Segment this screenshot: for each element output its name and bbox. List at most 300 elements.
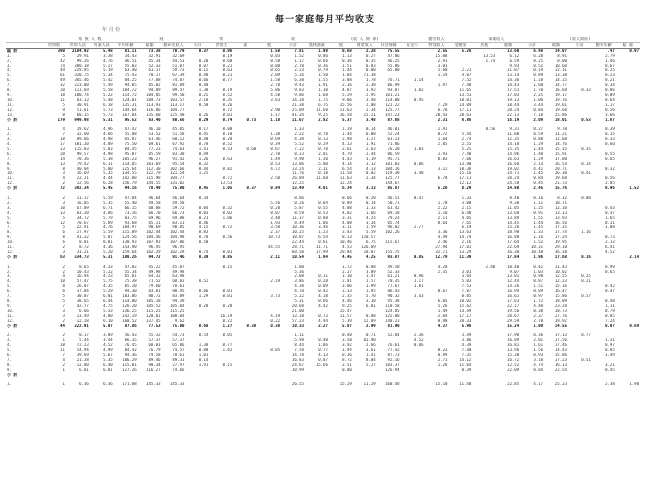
table-cell: 21.38 bbox=[76, 357, 89, 362]
row-label: 3. bbox=[7, 274, 12, 279]
table-cell: 17.56 bbox=[554, 338, 567, 343]
table-cell: 1.38 bbox=[270, 132, 281, 137]
table-cell: 3.48 bbox=[270, 215, 281, 220]
table-cell: 52.33 bbox=[148, 63, 161, 68]
table-cell: 4.98 bbox=[103, 151, 113, 156]
table-cell: 0.84 bbox=[533, 107, 544, 112]
table-cell: 7.52 bbox=[461, 78, 472, 83]
table-cell: 0.66 bbox=[198, 78, 209, 83]
table-cell: 11.76 bbox=[291, 171, 304, 176]
table-cell: 110.58 bbox=[385, 303, 400, 308]
table-cell: 1.68 bbox=[318, 92, 328, 97]
header-sub-cell: 勤労年齢 bbox=[592, 42, 616, 48]
table-cell: 0.42 bbox=[533, 264, 544, 269]
table-cell: 222.91 bbox=[74, 323, 89, 328]
table-cell: 1.29 bbox=[533, 142, 544, 147]
table-cell: 13.93 bbox=[554, 215, 567, 220]
table-cell: 3.21 bbox=[605, 362, 615, 367]
table-cell: 54.94 bbox=[76, 348, 89, 353]
table-cell: 30.07 bbox=[76, 294, 89, 299]
table-cell: 2.01 bbox=[533, 338, 544, 343]
table-cell: 0.34 bbox=[198, 195, 209, 200]
header-sub-cell: 社会保障 bbox=[377, 42, 401, 48]
table-cell: 0.20 bbox=[270, 205, 281, 210]
table-cell: 95.54 bbox=[172, 161, 185, 166]
table-cell: 10.40 bbox=[507, 264, 520, 269]
table-cell: 0.03 bbox=[198, 210, 209, 215]
table-cell: 86.99 bbox=[387, 83, 400, 88]
table-cell: 0.95 bbox=[413, 97, 424, 102]
table-cell: 1.59 bbox=[366, 225, 376, 230]
table-cell: 1.44 bbox=[533, 146, 544, 151]
table-cell: 0.87 bbox=[533, 279, 544, 284]
table-cell: 1.45 bbox=[533, 171, 544, 176]
table-cell: 101.69 bbox=[146, 161, 161, 166]
table-cell: 13.51 bbox=[459, 92, 472, 97]
table-cell: 6.78 bbox=[437, 176, 448, 181]
table-cell: 32.91 bbox=[148, 53, 161, 58]
table-cell: 1.38 bbox=[198, 88, 209, 93]
table-cell: 2.38 bbox=[605, 382, 615, 387]
table-cell: 10.60 bbox=[554, 63, 567, 68]
table-cell: 14.12 bbox=[459, 357, 472, 362]
table-cell: 0.36 bbox=[533, 333, 544, 338]
table-cell: 0.07 bbox=[605, 323, 615, 328]
row-label: 2. bbox=[7, 132, 12, 137]
table-cell: 5.03 bbox=[461, 279, 472, 284]
table-cell: 3.10 bbox=[533, 357, 544, 362]
table-cell: 104.98 bbox=[169, 235, 185, 240]
table-cell: 0.38 bbox=[246, 323, 257, 328]
table-cell: 4 bbox=[62, 127, 65, 132]
table-cell: 1.49 bbox=[437, 308, 448, 313]
table-cell: 6.38 bbox=[294, 78, 304, 83]
table-cell: 4.33 bbox=[103, 264, 113, 269]
table-cell: 73.38 bbox=[148, 48, 161, 53]
table-cell: 4.42 bbox=[318, 303, 328, 308]
table-cell: 0.54 bbox=[198, 333, 209, 338]
table-cell: 0.10 bbox=[222, 132, 233, 137]
table-cell: 15.86 bbox=[554, 352, 567, 357]
table-cell: 6.01 bbox=[103, 294, 113, 299]
table-cell: 30.91 bbox=[76, 102, 89, 107]
table-cell: 1.31 bbox=[605, 338, 615, 343]
table-cell: 0.06 bbox=[318, 53, 328, 58]
table-cell: .47 bbox=[607, 48, 615, 53]
table-cell: 6.71 bbox=[103, 205, 113, 210]
table-cell: 1.97 bbox=[437, 83, 448, 88]
table-cell: 115.83 bbox=[74, 146, 89, 151]
row-label: 12. bbox=[7, 107, 15, 112]
table-cell: 0.02 bbox=[366, 171, 376, 176]
table-cell: 0.53 bbox=[318, 210, 328, 215]
table-cell: 14.43 bbox=[554, 348, 567, 353]
table-cell: 2.11 bbox=[270, 254, 281, 259]
table-cell: 6 bbox=[62, 240, 65, 245]
table-cell: 2.16 bbox=[342, 83, 352, 88]
table-cell: 5.26 bbox=[294, 73, 304, 78]
table-cell: 8 bbox=[62, 284, 65, 289]
table-cell: 15.26 bbox=[507, 225, 520, 230]
table-cell: 0.22 bbox=[222, 318, 233, 323]
table-cell: 20.68 bbox=[291, 303, 304, 308]
header-sub-cell: 受贈金 bbox=[448, 42, 472, 48]
table-cell: 94.05 bbox=[124, 83, 137, 88]
row-label: 9. bbox=[7, 303, 12, 308]
table-cell: 5.38 bbox=[103, 156, 113, 161]
table-cell: 5.35 bbox=[103, 171, 113, 176]
table-cell: 8.44 bbox=[294, 343, 304, 348]
table-cell: 22.09 bbox=[507, 367, 520, 372]
table-cell: 0.26 bbox=[222, 102, 233, 107]
table-cell: 0.63 bbox=[222, 68, 233, 73]
table-cell: 6.01 bbox=[366, 303, 376, 308]
table-cell: 19.68 bbox=[554, 176, 567, 181]
header-sub-cell: 有業人員 bbox=[90, 42, 114, 48]
table-cell: 64.32 bbox=[148, 274, 161, 279]
row-label: 小 計 bbox=[7, 254, 18, 259]
table-cell: 2.98 bbox=[342, 137, 352, 142]
table-cell: 3.94 bbox=[342, 348, 352, 353]
table-cell: 16.69 bbox=[76, 171, 89, 176]
table-cell: 15.62 bbox=[459, 303, 472, 308]
row-label: 4. bbox=[7, 68, 12, 73]
table-cell: 1.95 bbox=[366, 289, 376, 294]
table-cell: 0.85 bbox=[413, 254, 424, 259]
table-cell: 0.66 bbox=[318, 58, 328, 63]
table-cell: 3.44 bbox=[533, 102, 544, 107]
table-cell: 5.29 bbox=[342, 92, 352, 97]
header-sub-cell: 総額 bbox=[544, 42, 568, 48]
table-cell: 6.11 bbox=[103, 161, 113, 166]
header-group-2a: 経 bbox=[138, 37, 186, 42]
table-cell: 1.08 bbox=[605, 225, 615, 230]
table-cell: 131.02 bbox=[169, 181, 185, 186]
table-cell: 104.85 bbox=[146, 92, 161, 97]
table-cell: 6.54 bbox=[318, 235, 328, 240]
table-cell: 90.85 bbox=[172, 225, 185, 230]
table-cell: 14.96 bbox=[507, 151, 520, 156]
table-cell: 0.32 bbox=[198, 161, 209, 166]
table-cell: 0.55 bbox=[318, 205, 328, 210]
table-cell: 0.40 bbox=[198, 137, 209, 142]
table-cell: 3.63 bbox=[270, 97, 281, 102]
table-cell: 17 bbox=[60, 142, 65, 147]
table-cell: 16.94 bbox=[76, 274, 89, 279]
table-cell: 77.23 bbox=[148, 146, 161, 151]
table-cell: 14.07 bbox=[554, 48, 567, 53]
table-cell: 3.01 bbox=[461, 269, 472, 274]
table-cell: 126.20 bbox=[122, 303, 137, 308]
table-cell: 0.73 bbox=[605, 235, 615, 240]
table-cell: 17.11 bbox=[459, 176, 472, 181]
table-cell: 0.36 bbox=[318, 63, 328, 68]
table-cell: 0.32 bbox=[605, 166, 615, 171]
table-cell: 5.22 bbox=[294, 294, 304, 299]
table-cell: 12.89 bbox=[363, 318, 376, 323]
row-label: 11. bbox=[7, 245, 15, 250]
table-cell: 1.11 bbox=[605, 303, 615, 308]
table-cell: 0.66 bbox=[318, 298, 328, 303]
table-cell: 66.15 bbox=[124, 205, 137, 210]
table-cell: 55.03 bbox=[124, 63, 137, 68]
row-label: 8. bbox=[7, 298, 12, 303]
table-cell: 385.46 bbox=[74, 78, 89, 83]
table-cell: 1.05 bbox=[222, 186, 233, 191]
table-cell: 3.31 bbox=[342, 215, 352, 220]
table-cell: 11.64 bbox=[459, 362, 472, 367]
table-cell: 104.77 bbox=[169, 176, 185, 181]
table-cell: 70.67 bbox=[76, 220, 89, 225]
row-label: 3. bbox=[7, 137, 12, 142]
table-cell: 6.10 bbox=[103, 318, 113, 323]
row-label: 7. bbox=[7, 357, 12, 362]
table-cell: 0.53 bbox=[270, 161, 281, 166]
table-cell: 0.42 bbox=[605, 284, 615, 289]
table-cell: 17.68 bbox=[554, 254, 567, 259]
table-cell: 19.13 bbox=[507, 97, 520, 102]
row-label: 12. bbox=[7, 181, 15, 186]
table-cell: 18.07 bbox=[363, 249, 376, 254]
table-cell: 4.25 bbox=[366, 254, 376, 259]
table-cell: 13.01 bbox=[507, 274, 520, 279]
table-cell: 0.78 bbox=[198, 235, 209, 240]
table-cell: 2 bbox=[62, 362, 65, 367]
table-cell: 0.48 bbox=[605, 298, 615, 303]
table-cell: 46.01 bbox=[387, 127, 400, 132]
header-sub-cell: 総額 bbox=[138, 42, 162, 48]
table-cell: 1.70 bbox=[533, 88, 544, 93]
table-cell: 71.38 bbox=[363, 73, 376, 78]
table-cell: 27.97 bbox=[172, 362, 185, 367]
table-cell: 0.58 bbox=[270, 58, 281, 63]
table-cell: 32.69 bbox=[172, 53, 185, 58]
table-cell: 2.66 bbox=[366, 343, 376, 348]
table-cell: 31.21 bbox=[76, 249, 89, 254]
table-cell: 16.30 bbox=[554, 171, 567, 176]
table-cell: 0.61 bbox=[318, 240, 328, 245]
table-cell: 0.15 bbox=[222, 264, 233, 269]
table-cell: 14 bbox=[60, 156, 65, 161]
table-cell: 0.79 bbox=[318, 68, 328, 73]
row-label: 9. bbox=[7, 367, 12, 372]
table-cell: 12.28 bbox=[76, 318, 89, 323]
row-label: 11. bbox=[7, 176, 15, 181]
table-cell: 18.09 bbox=[554, 298, 567, 303]
table-cell: 102.26 bbox=[385, 230, 400, 235]
table-cell: 2.38 bbox=[366, 83, 376, 88]
table-cell: 74.66 bbox=[172, 367, 185, 372]
table-cell: 80.56 bbox=[172, 117, 185, 122]
table-cell: 93.68 bbox=[124, 220, 137, 225]
table-cell: 47.42 bbox=[124, 127, 137, 132]
table-cell: 9.86 bbox=[294, 92, 304, 97]
table-cell: 3 bbox=[62, 308, 65, 313]
table-cell: 49.98 bbox=[148, 269, 161, 274]
table-cell: 1.28 bbox=[437, 362, 448, 367]
table-cell: 0.47 bbox=[413, 195, 424, 200]
table-cell: 6.12 bbox=[509, 53, 520, 58]
table-cell: 1.94 bbox=[318, 254, 328, 259]
table-cell: 0.37 bbox=[246, 186, 257, 191]
table-cell: 0.83 bbox=[198, 230, 209, 235]
table-cell: 115.67 bbox=[385, 240, 400, 245]
table-cell: 65.81 bbox=[124, 274, 137, 279]
table-cell: 6.78 bbox=[437, 107, 448, 112]
table-cell: 5.75 bbox=[103, 279, 113, 284]
table-cell: 2 bbox=[62, 195, 65, 200]
table-cell: 1.86 bbox=[318, 343, 328, 348]
table-cell: 4.52 bbox=[413, 338, 424, 343]
table-cell: 46.51 bbox=[387, 195, 400, 200]
table-cell: 4.37 bbox=[437, 323, 448, 328]
table-cell: 142.19 bbox=[122, 313, 137, 318]
table-cell: 1.30 bbox=[318, 156, 328, 161]
table-cell: 0.99 bbox=[605, 264, 615, 269]
table-cell: 5 bbox=[62, 298, 65, 303]
row-label: 6. bbox=[7, 151, 12, 156]
table-cell: 10.43 bbox=[76, 269, 89, 274]
table-cell: 0.29 bbox=[198, 117, 209, 122]
table-cell: 4.43 bbox=[342, 156, 352, 161]
table-cell: 160.48 bbox=[385, 382, 400, 387]
table-cell: 2.08 bbox=[294, 274, 304, 279]
table-cell: 0.84 bbox=[533, 176, 544, 181]
table-cell: 85.20 bbox=[124, 284, 137, 289]
table-cell: 22.91 bbox=[76, 225, 89, 230]
table-cell: 29.84 bbox=[339, 249, 352, 254]
table-cell: 3.12 bbox=[366, 161, 376, 166]
table-cell: 23.28 bbox=[554, 303, 567, 308]
table-cell: 44.53 bbox=[172, 58, 185, 63]
table-cell: 81.11 bbox=[124, 48, 137, 53]
table-cell: 0.38 bbox=[270, 323, 281, 328]
table-cell: 0.33 bbox=[581, 88, 591, 93]
table-cell: 2 bbox=[62, 269, 65, 274]
table-cell: 1 bbox=[62, 367, 65, 372]
table-cell: 4.89 bbox=[103, 142, 113, 147]
table-cell: 0.66 bbox=[342, 195, 352, 200]
table-cell: 1.96 bbox=[533, 254, 544, 259]
table-cell: 10 bbox=[60, 205, 65, 210]
table-cell: 75.38 bbox=[124, 279, 137, 284]
table-cell: 1.19 bbox=[437, 73, 448, 78]
table-cell: 0.27 bbox=[533, 127, 544, 132]
table-cell: 1.91 bbox=[318, 83, 328, 88]
row-label: 13. bbox=[7, 112, 15, 117]
table-cell: 0.63 bbox=[222, 156, 233, 161]
table-cell: 1.33 bbox=[294, 127, 304, 132]
header-group-2c: 収 bbox=[257, 37, 329, 42]
table-cell: 8.01 bbox=[79, 240, 89, 245]
table-cell: 0.29 bbox=[318, 142, 328, 147]
table-cell: 12.10 bbox=[554, 205, 567, 210]
table-cell: 5.49 bbox=[103, 83, 113, 88]
table-cell: 3.10 bbox=[366, 298, 376, 303]
table-cell: 4.13 bbox=[366, 166, 376, 171]
table-cell: 0.39 bbox=[605, 127, 615, 132]
table-cell: 0.85 bbox=[605, 313, 615, 318]
table-cell: 0.77 bbox=[222, 78, 233, 83]
table-cell: 15.30 bbox=[507, 352, 520, 357]
table-cell: 23 bbox=[60, 146, 65, 151]
table-cell: 2 bbox=[62, 318, 65, 323]
table-cell: 0.28 bbox=[198, 303, 209, 308]
table-cell: 6.59 bbox=[509, 58, 520, 63]
table-cell: 27.76 bbox=[554, 313, 567, 318]
table-cell: 74.57 bbox=[172, 348, 185, 353]
table-cell: 7.18 bbox=[533, 112, 544, 117]
row-label: 5. bbox=[7, 284, 12, 289]
table-cell: 95.07 bbox=[124, 151, 137, 156]
table-cell: 15.91 bbox=[554, 151, 567, 156]
table-cell: 5.44 bbox=[79, 338, 89, 343]
table-cell: 0.09 bbox=[342, 200, 352, 205]
table-cell: 41.34 bbox=[291, 112, 304, 117]
table-cell: 6.44 bbox=[103, 298, 113, 303]
table-cell: 115.25 bbox=[146, 308, 161, 313]
table-cell: 3.86 bbox=[294, 279, 304, 284]
table-cell: 1.30 bbox=[318, 88, 328, 93]
table-cell: 17.90 bbox=[507, 333, 520, 338]
table-cell: 0.52 bbox=[222, 92, 233, 97]
table-cell: 61.17 bbox=[148, 68, 161, 73]
table-cell: 21.38 bbox=[291, 102, 304, 107]
table-cell: 0.21 bbox=[605, 78, 615, 83]
table-cell: 126.94 bbox=[385, 367, 400, 372]
table-cell: 46.51 bbox=[124, 58, 137, 63]
table-cell: 26.07 bbox=[76, 284, 89, 289]
table-cell: 15.24 bbox=[507, 323, 520, 328]
table-cell: 0.11 bbox=[318, 274, 328, 279]
table-cell: 7.87 bbox=[461, 289, 472, 294]
table-cell: 5 bbox=[62, 102, 65, 107]
table-cell: 12.35 bbox=[507, 137, 520, 142]
header-group-income-2: (収入関係) bbox=[520, 37, 640, 42]
table-cell: 1 bbox=[62, 338, 65, 343]
table-cell: 0.68 bbox=[342, 48, 352, 53]
table-cell: 4.70 bbox=[294, 289, 304, 294]
table-cell: 20 bbox=[60, 88, 65, 93]
table-cell: 0.97 bbox=[533, 294, 544, 299]
table-cell: 20.61 bbox=[459, 112, 472, 117]
table-cell: 1.14 bbox=[413, 78, 424, 83]
table-cell: 10.25 bbox=[291, 230, 304, 235]
table-cell: 100.74 bbox=[74, 92, 89, 97]
row-label: 1. bbox=[7, 127, 12, 132]
table-cell: 2.35 bbox=[342, 294, 352, 299]
table-cell: 99.50 bbox=[172, 92, 185, 97]
table-cell: 10.54 bbox=[291, 254, 304, 259]
table-cell: 13.53 bbox=[220, 181, 233, 186]
row-label: 9. bbox=[7, 235, 12, 240]
table-cell: 223.00 bbox=[74, 83, 89, 88]
table-cell: 5.87 bbox=[294, 205, 304, 210]
table-cell: 135.31 bbox=[122, 102, 137, 107]
table-cell: 1.44 bbox=[533, 220, 544, 225]
table-cell: 26.55 bbox=[291, 382, 304, 387]
table-cell: 32.71 bbox=[435, 249, 448, 254]
table-cell: 14.77 bbox=[554, 83, 567, 88]
table-cell: 5.45 bbox=[103, 186, 113, 191]
table-cell: 102.29 bbox=[169, 249, 185, 254]
table-cell: 16.38 bbox=[507, 249, 520, 254]
table-cell: 12.55 bbox=[554, 274, 567, 279]
table-cell: 0.77 bbox=[581, 333, 591, 338]
table-cell: 24.58 bbox=[507, 181, 520, 186]
table-cell: 16.68 bbox=[554, 88, 567, 93]
table-cell: 5.56 bbox=[270, 200, 281, 205]
